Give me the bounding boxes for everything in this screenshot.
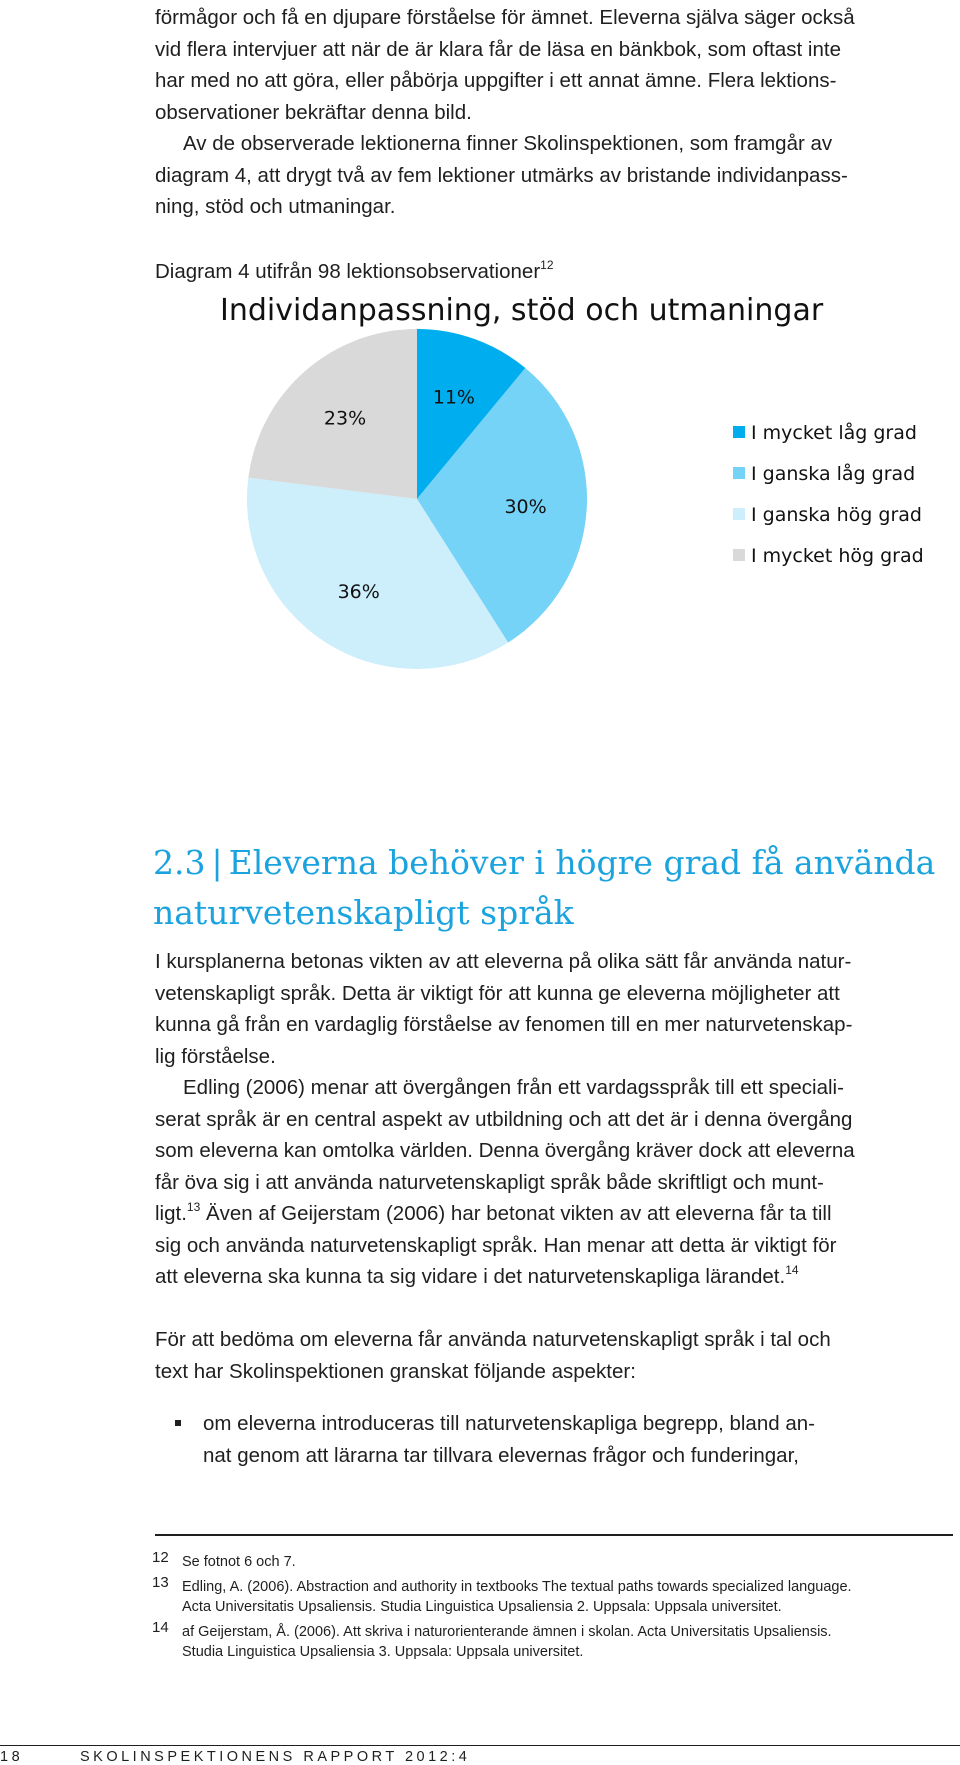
bullet-text <box>203 1408 945 1471</box>
footnote-14 <box>152 1619 952 1662</box>
slice-label: 11% <box>432 386 475 409</box>
slice-label: 36% <box>337 580 380 603</box>
legend-swatch <box>733 508 745 520</box>
footnote-ref: 12 <box>540 258 554 272</box>
text-line <box>155 1198 945 1230</box>
report-title: SKOLINSPEKTIONENS RAPPORT 2012:4 <box>80 1749 471 1765</box>
footer-divider <box>0 1745 960 1746</box>
text-line: I kursplanerna betonas vikten av att eleverna på olika sätt får använda natur- <box>155 950 852 973</box>
text-fragment: att eleverna ska kunna ta sig vidare i det naturvetenskapliga lärandet. <box>155 1265 786 1288</box>
legend-label: I mycket låg grad <box>751 422 917 444</box>
footnote-number: 13 <box>152 1574 169 1591</box>
legend-label: I mycket hög grad <box>751 545 924 567</box>
footnote-text: af Geijerstam, Å. (2006). Att skriva i naturorienterande ämnen i skolan. Acta Universitatis Upsaliensis. <box>182 1624 832 1640</box>
text-line: om eleverna introduceras till naturvetenskapliga begrepp, bland an- <box>203 1412 815 1435</box>
diagram-caption <box>155 250 554 287</box>
legend-label: I ganska hög grad <box>751 504 922 526</box>
footnote-number: 14 <box>152 1619 169 1636</box>
legend-label: I ganska låg grad <box>751 463 916 485</box>
text-line: text har Skolinspektionen granskat följande aspekter: <box>155 1359 636 1383</box>
text-line: vetenskapligt språk. Detta är viktigt för att kunna ge eleverna möjligheter att <box>155 981 840 1005</box>
footnote-text: Acta Universitatis Upsaliensis. Studia Linguistica Upsaliensia 2. Uppsala: Uppsala universitet. <box>182 1599 782 1615</box>
text-line: vid flera intervjuer att när de är klara får de läsa en bänkbok, som oftast inte <box>155 37 841 61</box>
text-line: För att bedöma om eleverna får använda naturvetenskapligt språk i tal och <box>155 1328 831 1351</box>
text-line: kunna gå från en vardaglig förståelse av fenomen till en mer naturvetenskap- <box>155 1013 853 1036</box>
footnote-13 <box>152 1574 952 1617</box>
footnote-divider <box>155 1534 953 1536</box>
text-line: serat språk är en central aspekt av utbildning och att det är i denna övergång <box>155 1107 853 1131</box>
section-separator: | <box>211 843 223 882</box>
footnote-text: Se fotnot 6 och 7. <box>182 1554 296 1570</box>
text-line <box>155 1261 945 1293</box>
diagram-caption-text: Diagram 4 utifrån 98 lektionsobservationer <box>155 260 541 283</box>
section-number: 2.3 <box>153 843 206 882</box>
text-line: observationer bekräftar denna bild. <box>155 100 472 124</box>
footnote-ref: 13 <box>186 1200 201 1214</box>
text-fragment: Även af Geijerstam (2006) har betonat vikten av att eleverna får ta till <box>200 1202 832 1225</box>
section-heading <box>153 838 953 938</box>
legend-swatch <box>733 426 745 438</box>
section-paragraph-3 <box>155 1324 945 1387</box>
bullet-list-item <box>155 1408 945 1471</box>
intro-paragraph <box>155 2 945 128</box>
text-line: sig och använda naturvetenskapligt språk. Han menar att detta är viktigt för <box>155 1233 837 1257</box>
footnote-text: Edling, A. (2006). Abstraction and authority in textbooks The textual paths towards specialized language. <box>182 1579 852 1595</box>
text-line: Edling (2006) menar att övergången från ett vardagsspråk till ett speciali- <box>183 1076 844 1099</box>
text-line: som eleverna kan omtolka världen. Denna övergång kräver dock att eleverna <box>155 1139 855 1162</box>
chart-legend <box>733 421 924 567</box>
text-line: diagram 4, att drygt två av fem lektioner utmärks av bristande individanpass- <box>155 163 848 187</box>
section-paragraph-2 <box>155 1072 945 1293</box>
slice-label: 23% <box>323 407 367 430</box>
legend-swatch <box>733 467 745 479</box>
text-fragment: ligt. <box>155 1202 187 1225</box>
text-line: ning, stöd och utmaningar. <box>155 195 396 218</box>
text-line: Av de observerade lektionerna finner Skolinspektionen, som framgår av <box>183 132 833 155</box>
footnote-ref: 14 <box>785 1263 799 1277</box>
pie-chart <box>200 285 940 755</box>
text-line: nat genom att lärarna tar tillvara elevernas frågor och funderingar, <box>203 1443 799 1467</box>
text-line: har med no att göra, eller påbörja uppgifter i ett annat ämne. Flera lektions- <box>155 69 837 92</box>
section-paragraph-1 <box>155 946 945 1072</box>
text-line: får öva sig i att använda naturvetenskapligt språk både skriftligt och munt- <box>155 1170 824 1194</box>
text-line: lig förståelse. <box>155 1044 276 1068</box>
slice-label: 30% <box>504 495 547 518</box>
diagram-reference-paragraph <box>155 128 945 223</box>
footnote-number: 12 <box>152 1549 169 1566</box>
section-title-line2: naturvetenskapligt språk <box>153 893 574 932</box>
page-number: 18 <box>0 1749 24 1765</box>
footnote-text: Studia Linguistica Upsaliensia 3. Uppsala: Uppsala universitet. <box>182 1644 584 1660</box>
bullet-icon <box>175 1420 181 1426</box>
text-line: förmågor och få en djupare förståelse för ämnet. Eleverna själva säger också <box>155 6 855 29</box>
chart-title: Individanpassning, stöd och utmaningar <box>220 293 824 328</box>
legend-swatch <box>733 549 745 561</box>
footnote-12 <box>152 1549 952 1572</box>
section-title-line1: Eleverna behöver i högre grad få använda <box>228 843 936 882</box>
